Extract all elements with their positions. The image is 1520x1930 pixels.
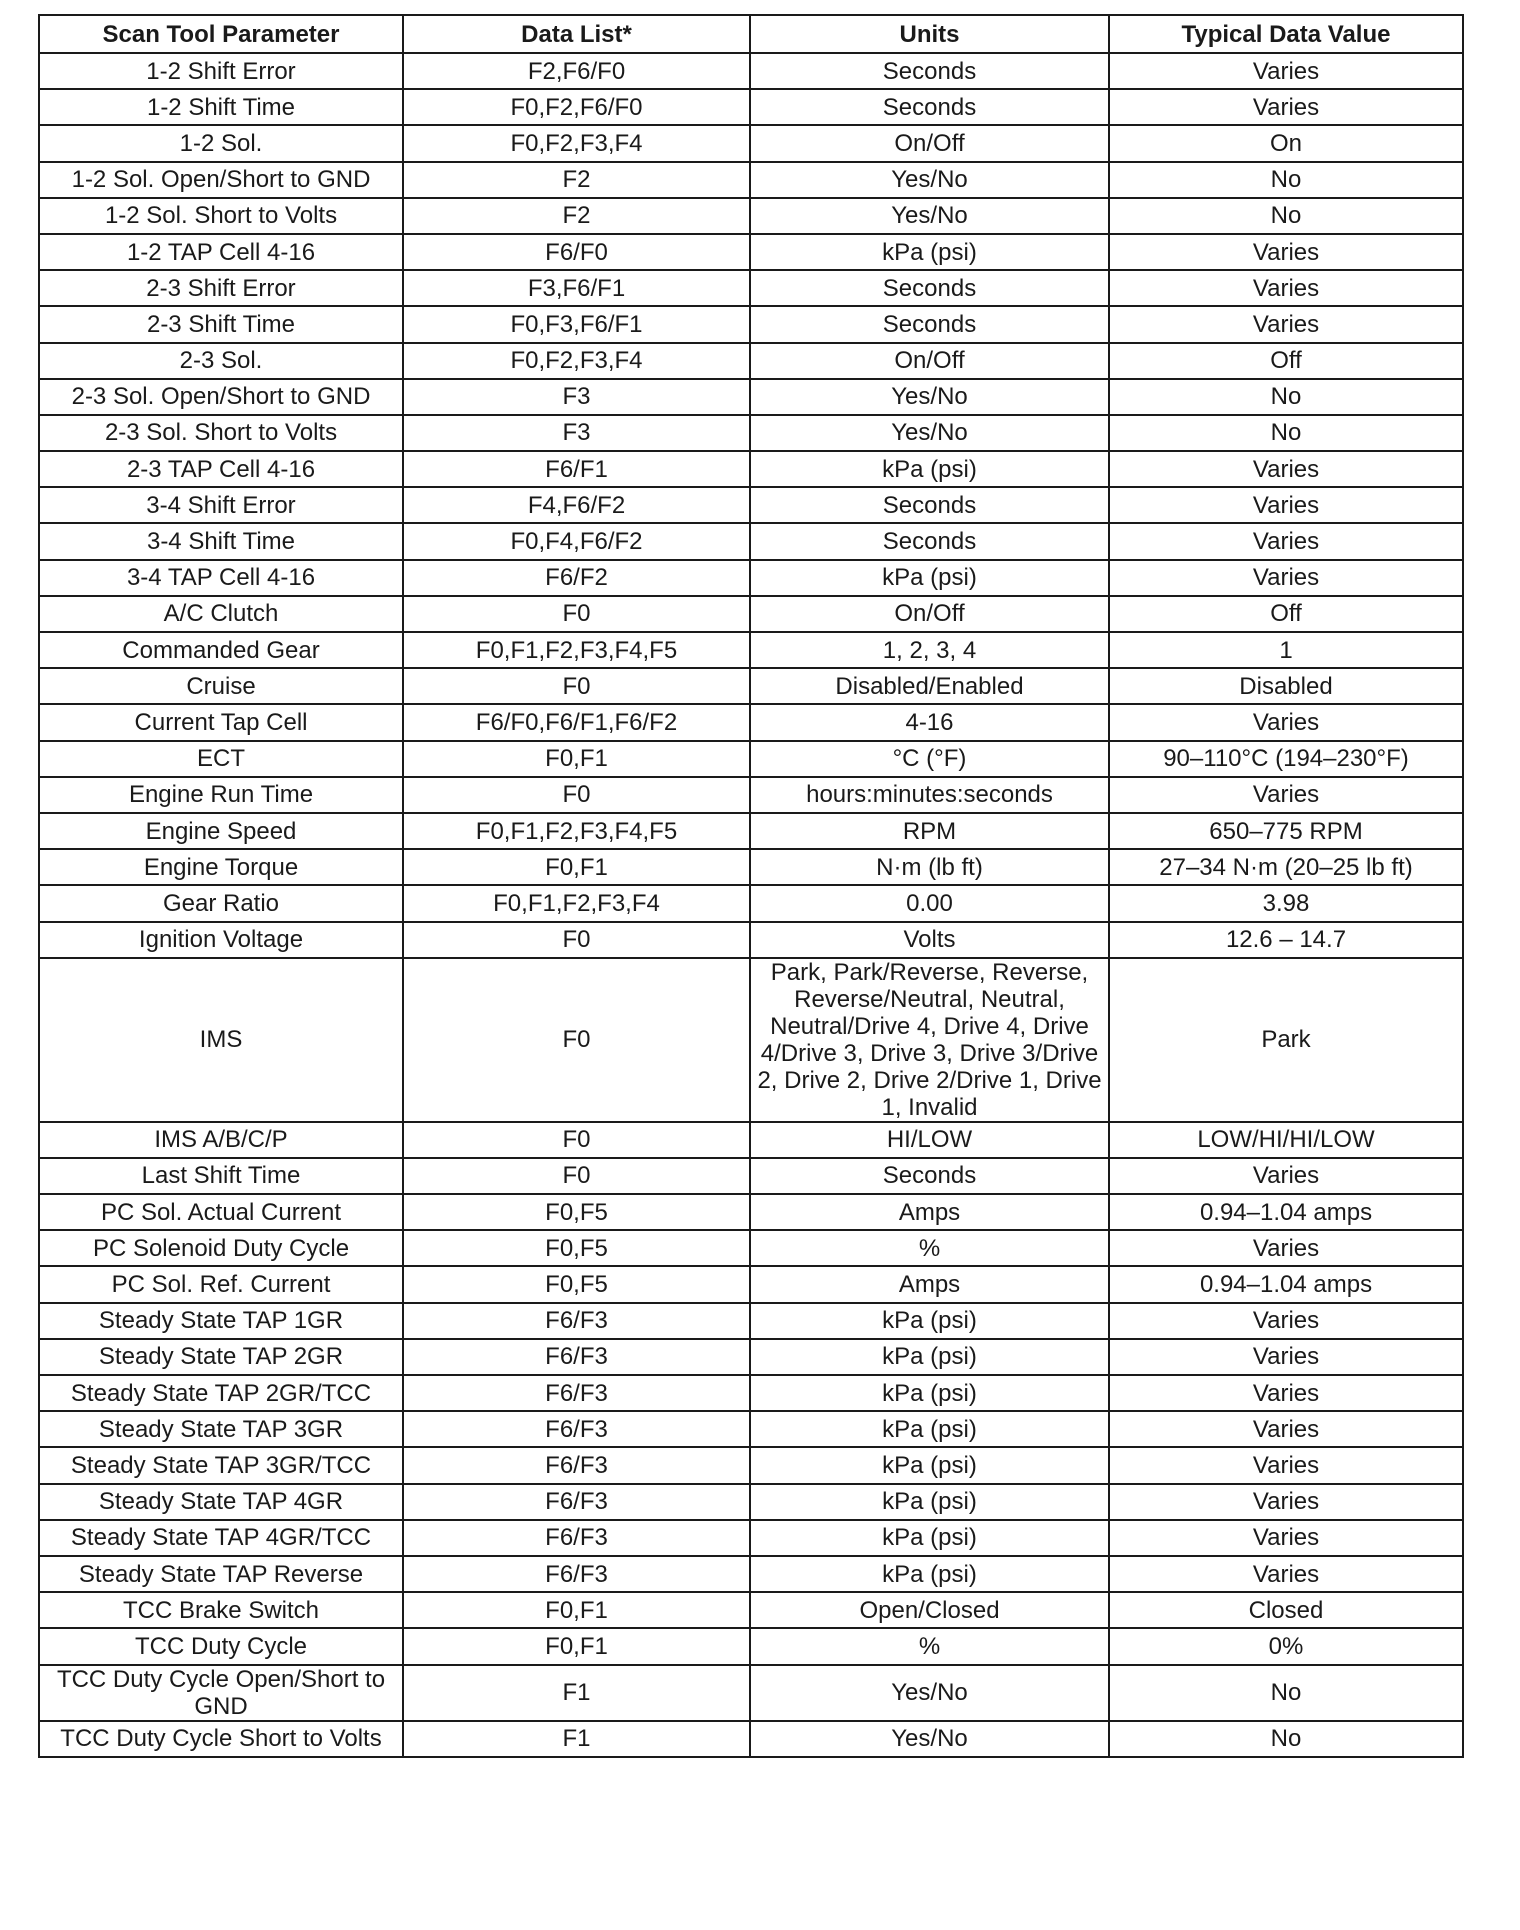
table-row xyxy=(39,1122,1463,1158)
cell-parameter: 1-2 Shift Time xyxy=(39,89,403,125)
cell-data-list: F0,F2,F6/F0 xyxy=(403,89,750,125)
cell-units: Volts xyxy=(750,922,1109,958)
cell-parameter: Cruise xyxy=(39,668,403,704)
cell-typical-value: No xyxy=(1109,1721,1463,1757)
cell-parameter: Steady State TAP 3GR/TCC xyxy=(39,1447,403,1483)
cell-typical-value: Varies xyxy=(1109,1484,1463,1520)
cell-parameter: 2-3 Shift Time xyxy=(39,306,403,342)
cell-parameter: Steady State TAP 4GR xyxy=(39,1484,403,1520)
cell-parameter: Engine Torque xyxy=(39,849,403,885)
cell-data-list: F6/F1 xyxy=(403,451,750,487)
cell-typical-value: No xyxy=(1109,162,1463,198)
cell-data-list: F6/F3 xyxy=(403,1556,750,1592)
table-header xyxy=(39,15,1463,53)
cell-typical-value: Varies xyxy=(1109,1375,1463,1411)
cell-parameter: Steady State TAP Reverse xyxy=(39,1556,403,1592)
cell-parameter: PC Solenoid Duty Cycle xyxy=(39,1230,403,1266)
table-row xyxy=(39,885,1463,921)
header-row xyxy=(39,15,1463,53)
cell-data-list: F6/F0,F6/F1,F6/F2 xyxy=(403,704,750,740)
cell-units: 0.00 xyxy=(750,885,1109,921)
cell-parameter: Engine Speed xyxy=(39,813,403,849)
table-row xyxy=(39,1303,1463,1339)
cell-typical-value: Varies xyxy=(1109,451,1463,487)
cell-data-list: F0,F1 xyxy=(403,1628,750,1664)
table-row xyxy=(39,198,1463,234)
cell-data-list: F6/F3 xyxy=(403,1303,750,1339)
cell-units: Seconds xyxy=(750,89,1109,125)
header-units: Units xyxy=(750,15,1109,53)
cell-parameter: 1-2 Sol. Short to Volts xyxy=(39,198,403,234)
cell-data-list: F2 xyxy=(403,162,750,198)
cell-data-list: F6/F3 xyxy=(403,1339,750,1375)
cell-data-list: F4,F6/F2 xyxy=(403,487,750,523)
table-row xyxy=(39,849,1463,885)
cell-typical-value: Varies xyxy=(1109,89,1463,125)
table-row xyxy=(39,560,1463,596)
table-row xyxy=(39,704,1463,740)
table-row xyxy=(39,343,1463,379)
cell-typical-value: 1 xyxy=(1109,632,1463,668)
header-scan-tool-parameter: Scan Tool Parameter xyxy=(39,15,403,53)
table-row xyxy=(39,1556,1463,1592)
cell-parameter: 1-2 TAP Cell 4-16 xyxy=(39,234,403,270)
table-row xyxy=(39,89,1463,125)
cell-data-list: F1 xyxy=(403,1665,750,1721)
cell-typical-value: Varies xyxy=(1109,1556,1463,1592)
table-row xyxy=(39,1447,1463,1483)
cell-parameter: Steady State TAP 2GR/TCC xyxy=(39,1375,403,1411)
cell-typical-value: Varies xyxy=(1109,1447,1463,1483)
cell-typical-value: Varies xyxy=(1109,487,1463,523)
cell-units: Yes/No xyxy=(750,415,1109,451)
cell-units: Disabled/Enabled xyxy=(750,668,1109,704)
cell-data-list: F3,F6/F1 xyxy=(403,270,750,306)
cell-parameter: Gear Ratio xyxy=(39,885,403,921)
cell-parameter: 3-4 Shift Time xyxy=(39,523,403,559)
cell-units: Yes/No xyxy=(750,1665,1109,1721)
cell-typical-value: Off xyxy=(1109,596,1463,632)
cell-parameter: Commanded Gear xyxy=(39,632,403,668)
table-row xyxy=(39,306,1463,342)
cell-data-list: F0,F5 xyxy=(403,1230,750,1266)
cell-typical-value: Varies xyxy=(1109,1158,1463,1194)
cell-units: kPa (psi) xyxy=(750,1447,1109,1483)
header-data-list: Data List* xyxy=(403,15,750,53)
cell-data-list: F0,F1,F2,F3,F4 xyxy=(403,885,750,921)
cell-units: kPa (psi) xyxy=(750,451,1109,487)
cell-data-list: F0,F1 xyxy=(403,849,750,885)
table-row xyxy=(39,1520,1463,1556)
cell-parameter: IMS xyxy=(39,958,403,1122)
cell-data-list: F3 xyxy=(403,379,750,415)
cell-parameter: IMS A/B/C/P xyxy=(39,1122,403,1158)
cell-typical-value: 0.94–1.04 amps xyxy=(1109,1194,1463,1230)
cell-data-list: F6/F2 xyxy=(403,560,750,596)
cell-units: N·m (lb ft) xyxy=(750,849,1109,885)
cell-data-list: F0 xyxy=(403,1122,750,1158)
cell-data-list: F6/F0 xyxy=(403,234,750,270)
cell-typical-value: 0% xyxy=(1109,1628,1463,1664)
scan-tool-data-table xyxy=(38,14,1464,1758)
cell-typical-value: 90–110°C (194–230°F) xyxy=(1109,741,1463,777)
cell-units: hours:minutes:seconds xyxy=(750,777,1109,813)
cell-units: 1, 2, 3, 4 xyxy=(750,632,1109,668)
table-row xyxy=(39,162,1463,198)
cell-units: kPa (psi) xyxy=(750,1520,1109,1556)
cell-parameter: TCC Duty Cycle Open/Short to GND xyxy=(39,1665,403,1721)
cell-data-list: F0 xyxy=(403,922,750,958)
cell-typical-value: No xyxy=(1109,198,1463,234)
cell-units: Yes/No xyxy=(750,162,1109,198)
cell-data-list: F2 xyxy=(403,198,750,234)
cell-data-list: F0 xyxy=(403,668,750,704)
cell-data-list: F1 xyxy=(403,1721,750,1757)
table-row xyxy=(39,632,1463,668)
cell-parameter: Steady State TAP 1GR xyxy=(39,1303,403,1339)
cell-units: Open/Closed xyxy=(750,1592,1109,1628)
cell-parameter: 3-4 TAP Cell 4-16 xyxy=(39,560,403,596)
cell-units: Park, Park/Reverse, Reverse, Reverse/Neutral, Neutral, Neutral/Drive 4, Drive 4, Drive 4/Drive 3, Drive 3, Drive 3/Drive 2, Drive 2, Drive 2/Drive 1, Drive 1, Invalid xyxy=(750,958,1109,1122)
cell-parameter: Steady State TAP 3GR xyxy=(39,1411,403,1447)
table-row xyxy=(39,596,1463,632)
cell-parameter: Current Tap Cell xyxy=(39,704,403,740)
cell-units: Amps xyxy=(750,1194,1109,1230)
table-row xyxy=(39,741,1463,777)
cell-units: kPa (psi) xyxy=(750,234,1109,270)
cell-typical-value: 3.98 xyxy=(1109,885,1463,921)
cell-data-list: F6/F3 xyxy=(403,1484,750,1520)
cell-units: kPa (psi) xyxy=(750,1484,1109,1520)
cell-units: On/Off xyxy=(750,125,1109,161)
cell-data-list: F0,F4,F6/F2 xyxy=(403,523,750,559)
cell-parameter: Engine Run Time xyxy=(39,777,403,813)
cell-typical-value: Varies xyxy=(1109,234,1463,270)
cell-data-list: F6/F3 xyxy=(403,1520,750,1556)
cell-parameter: 1-2 Shift Error xyxy=(39,53,403,89)
cell-units: Seconds xyxy=(750,53,1109,89)
table-row xyxy=(39,777,1463,813)
cell-data-list: F0,F5 xyxy=(403,1194,750,1230)
cell-units: Seconds xyxy=(750,270,1109,306)
cell-data-list: F0,F1,F2,F3,F4,F5 xyxy=(403,632,750,668)
table-row xyxy=(39,1665,1463,1721)
table-row xyxy=(39,958,1463,1122)
cell-typical-value: 0.94–1.04 amps xyxy=(1109,1266,1463,1302)
cell-typical-value: Varies xyxy=(1109,53,1463,89)
cell-typical-value: Varies xyxy=(1109,777,1463,813)
cell-typical-value: Off xyxy=(1109,343,1463,379)
cell-units: HI/LOW xyxy=(750,1122,1109,1158)
cell-parameter: 2-3 Sol. xyxy=(39,343,403,379)
cell-typical-value: Varies xyxy=(1109,523,1463,559)
cell-parameter: 1-2 Sol. xyxy=(39,125,403,161)
table-row xyxy=(39,125,1463,161)
table-row xyxy=(39,1592,1463,1628)
table-row xyxy=(39,523,1463,559)
cell-units: On/Off xyxy=(750,596,1109,632)
cell-units: Yes/No xyxy=(750,198,1109,234)
cell-parameter: Steady State TAP 4GR/TCC xyxy=(39,1520,403,1556)
cell-typical-value: No xyxy=(1109,1665,1463,1721)
cell-typical-value: Varies xyxy=(1109,1230,1463,1266)
cell-typical-value: No xyxy=(1109,415,1463,451)
cell-units: Seconds xyxy=(750,1158,1109,1194)
cell-data-list: F0,F5 xyxy=(403,1266,750,1302)
table-row xyxy=(39,451,1463,487)
cell-parameter: A/C Clutch xyxy=(39,596,403,632)
cell-typical-value: Varies xyxy=(1109,1411,1463,1447)
table-body xyxy=(39,53,1463,1757)
cell-typical-value: Closed xyxy=(1109,1592,1463,1628)
table-row xyxy=(39,415,1463,451)
cell-units: °C (°F) xyxy=(750,741,1109,777)
table-row xyxy=(39,1484,1463,1520)
cell-typical-value: Varies xyxy=(1109,1303,1463,1339)
cell-data-list: F0 xyxy=(403,958,750,1122)
cell-units: RPM xyxy=(750,813,1109,849)
cell-units: Amps xyxy=(750,1266,1109,1302)
table-row xyxy=(39,813,1463,849)
cell-units: kPa (psi) xyxy=(750,1556,1109,1592)
cell-parameter: 2-3 TAP Cell 4-16 xyxy=(39,451,403,487)
cell-typical-value: 650–775 RPM xyxy=(1109,813,1463,849)
cell-parameter: 2-3 Sol. Short to Volts xyxy=(39,415,403,451)
cell-parameter: ECT xyxy=(39,741,403,777)
table-row xyxy=(39,922,1463,958)
table-row xyxy=(39,379,1463,415)
cell-parameter: Last Shift Time xyxy=(39,1158,403,1194)
cell-units: % xyxy=(750,1230,1109,1266)
header-typical-data-value: Typical Data Value xyxy=(1109,15,1463,53)
cell-units: 4-16 xyxy=(750,704,1109,740)
cell-units: Yes/No xyxy=(750,379,1109,415)
cell-typical-value: Varies xyxy=(1109,560,1463,596)
table-row xyxy=(39,1375,1463,1411)
cell-parameter: TCC Brake Switch xyxy=(39,1592,403,1628)
cell-parameter: TCC Duty Cycle Short to Volts xyxy=(39,1721,403,1757)
table-row xyxy=(39,234,1463,270)
cell-data-list: F0,F1 xyxy=(403,1592,750,1628)
cell-data-list: F0 xyxy=(403,596,750,632)
cell-typical-value: 12.6 – 14.7 xyxy=(1109,922,1463,958)
table-row xyxy=(39,487,1463,523)
cell-typical-value: Park xyxy=(1109,958,1463,1122)
cell-typical-value: Disabled xyxy=(1109,668,1463,704)
cell-units: kPa (psi) xyxy=(750,1411,1109,1447)
cell-data-list: F0,F1,F2,F3,F4,F5 xyxy=(403,813,750,849)
cell-data-list: F0,F3,F6/F1 xyxy=(403,306,750,342)
cell-data-list: F6/F3 xyxy=(403,1411,750,1447)
cell-typical-value: Varies xyxy=(1109,306,1463,342)
cell-data-list: F0 xyxy=(403,1158,750,1194)
table-row xyxy=(39,1628,1463,1664)
cell-data-list: F2,F6/F0 xyxy=(403,53,750,89)
cell-parameter: 3-4 Shift Error xyxy=(39,487,403,523)
cell-parameter: PC Sol. Ref. Current xyxy=(39,1266,403,1302)
table-row xyxy=(39,1339,1463,1375)
table-row xyxy=(39,1158,1463,1194)
table-row xyxy=(39,53,1463,89)
cell-parameter: 2-3 Sol. Open/Short to GND xyxy=(39,379,403,415)
cell-units: kPa (psi) xyxy=(750,560,1109,596)
cell-units: Seconds xyxy=(750,306,1109,342)
cell-units: kPa (psi) xyxy=(750,1375,1109,1411)
cell-typical-value: No xyxy=(1109,379,1463,415)
cell-typical-value: Varies xyxy=(1109,270,1463,306)
cell-units: kPa (psi) xyxy=(750,1339,1109,1375)
cell-units: Seconds xyxy=(750,487,1109,523)
cell-parameter: 2-3 Shift Error xyxy=(39,270,403,306)
cell-data-list: F3 xyxy=(403,415,750,451)
table-row xyxy=(39,1194,1463,1230)
cell-typical-value: Varies xyxy=(1109,704,1463,740)
cell-parameter: Ignition Voltage xyxy=(39,922,403,958)
table-row xyxy=(39,1411,1463,1447)
table-row xyxy=(39,1266,1463,1302)
cell-data-list: F6/F3 xyxy=(403,1375,750,1411)
cell-parameter: TCC Duty Cycle xyxy=(39,1628,403,1664)
cell-units: Yes/No xyxy=(750,1721,1109,1757)
table-row xyxy=(39,270,1463,306)
cell-units: On/Off xyxy=(750,343,1109,379)
table-row xyxy=(39,1721,1463,1757)
cell-data-list: F0,F2,F3,F4 xyxy=(403,125,750,161)
table-row xyxy=(39,1230,1463,1266)
cell-typical-value: Varies xyxy=(1109,1520,1463,1556)
cell-typical-value: LOW/HI/HI/LOW xyxy=(1109,1122,1463,1158)
cell-data-list: F0,F1 xyxy=(403,741,750,777)
cell-parameter: 1-2 Sol. Open/Short to GND xyxy=(39,162,403,198)
cell-units: kPa (psi) xyxy=(750,1303,1109,1339)
cell-typical-value: Varies xyxy=(1109,1339,1463,1375)
cell-units: % xyxy=(750,1628,1109,1664)
table-row xyxy=(39,668,1463,704)
cell-data-list: F0 xyxy=(403,777,750,813)
cell-data-list: F6/F3 xyxy=(403,1447,750,1483)
cell-parameter: PC Sol. Actual Current xyxy=(39,1194,403,1230)
cell-typical-value: 27–34 N·m (20–25 lb ft) xyxy=(1109,849,1463,885)
cell-typical-value: On xyxy=(1109,125,1463,161)
scan-tool-table-container xyxy=(38,14,1462,1758)
cell-units: Seconds xyxy=(750,523,1109,559)
cell-parameter: Steady State TAP 2GR xyxy=(39,1339,403,1375)
cell-data-list: F0,F2,F3,F4 xyxy=(403,343,750,379)
